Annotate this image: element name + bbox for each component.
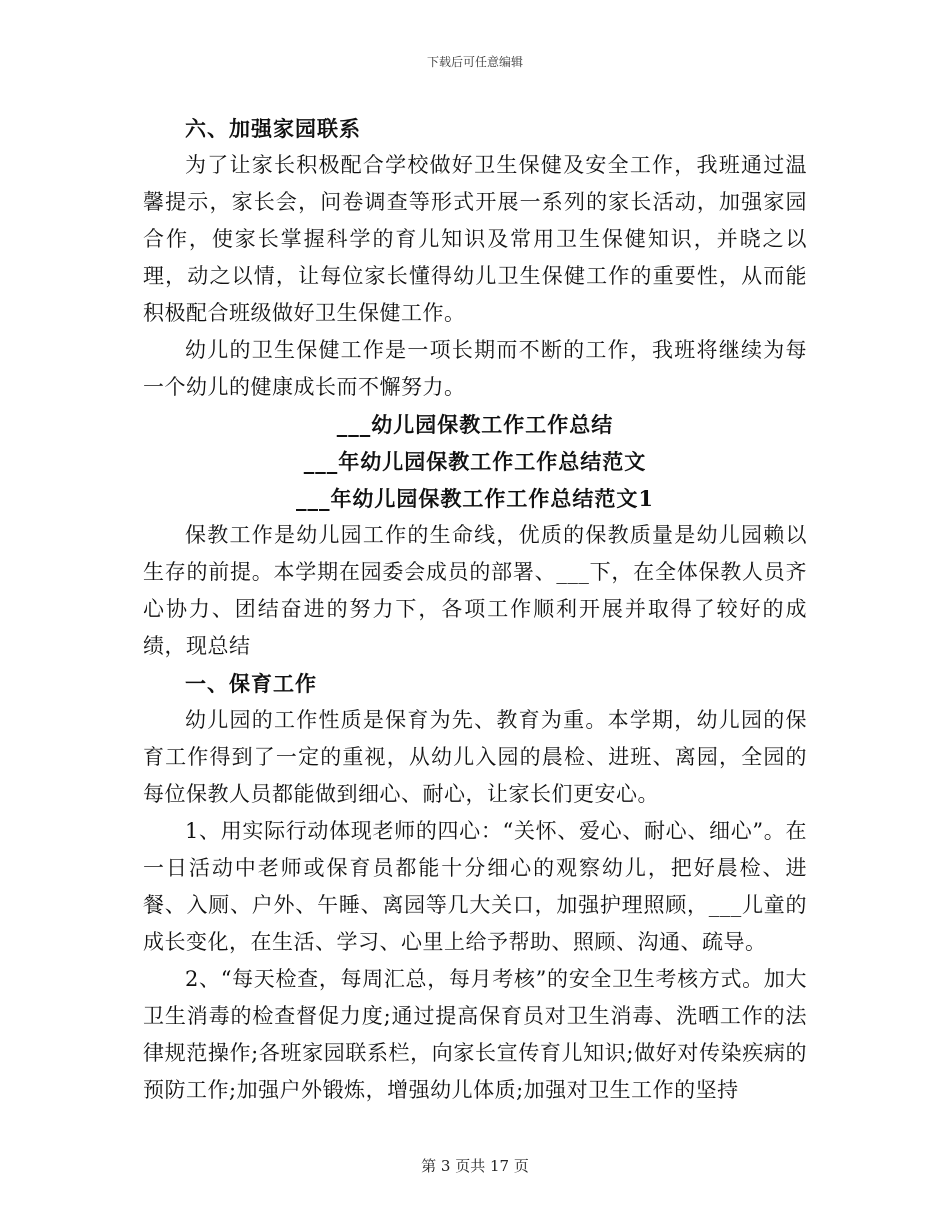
- section-heading-care-work: 一、保育工作: [185, 671, 317, 696]
- document-body: [143, 110, 807, 1109]
- paragraph: 幼儿的卫生保健工作是一项长期而不断的工作，我班将继续为每一个幼儿的健康成长而不懈努力。: [143, 338, 807, 399]
- document-title: ___幼儿园保教工作工作总结: [336, 412, 614, 437]
- section-heading-home-school: 六、加强家园联系: [185, 116, 361, 141]
- paragraph: 2、“每天检查，每周汇总，每月考核”的安全卫生考核方式。加大卫生消毒的检查督促力度;通过提高保育员对卫生消毒、洗晒工作的法律规范操作;各班家园联系栏，向家长宣传育儿知识;做好对传染疾病的预防工作;加强户外锻炼，增强幼儿体质;加强对卫生工作的坚持: [143, 967, 807, 1102]
- paragraph: 保教工作是幼儿园工作的生命线，优质的保教质量是幼儿园赖以生存的前提。本学期在园委会成员的部署、___下，在全体保教人员齐心协力、团结奋进的努力下，各项工作顺利开展并取得了较好的成绩，现总结: [143, 523, 807, 658]
- paragraph: 幼儿园的工作性质是保育为先、教育为重。本学期，幼儿园的保育工作得到了一定的重视，从幼儿入园的晨检、进班、离园，全园的每位保教人员都能做到细心、耐心，让家长们更安心。: [143, 708, 807, 806]
- paragraph: 为了让家长积极配合学校做好卫生保健及安全工作，我班通过温馨提示，家长会，问卷调查等形式开展一系列的家长活动，加强家园合作，使家长掌握科学的育儿知识及常用卫生保健知识，并晓之以理，动之以情，让每位家长懂得幼儿卫生保健工作的重要性，从而能积极配合班级做好卫生保健工作。: [143, 153, 807, 325]
- document-subtitle-1: ___年幼儿园保教工作工作总结范文1: [295, 486, 655, 511]
- page-footer-number: 第 3 页共 17 页: [421, 1157, 529, 1175]
- paragraph: 1、用实际行动体现老师的四心：“关怀、爱心、耐心、细心”。在一日活动中老师或保育员都能十分细心的观察幼儿，把好晨检、进餐、入厕、户外、午睡、离园等几大关口，加强护理照顾，___儿童的成长变化，在生活、学习、心里上给予帮助、照顾、沟通、疏导。: [143, 819, 807, 954]
- page-header-note: 下载后可任意编辑: [426, 55, 523, 69]
- document-subtitle: ___年幼儿园保教工作工作总结范文: [303, 449, 647, 474]
